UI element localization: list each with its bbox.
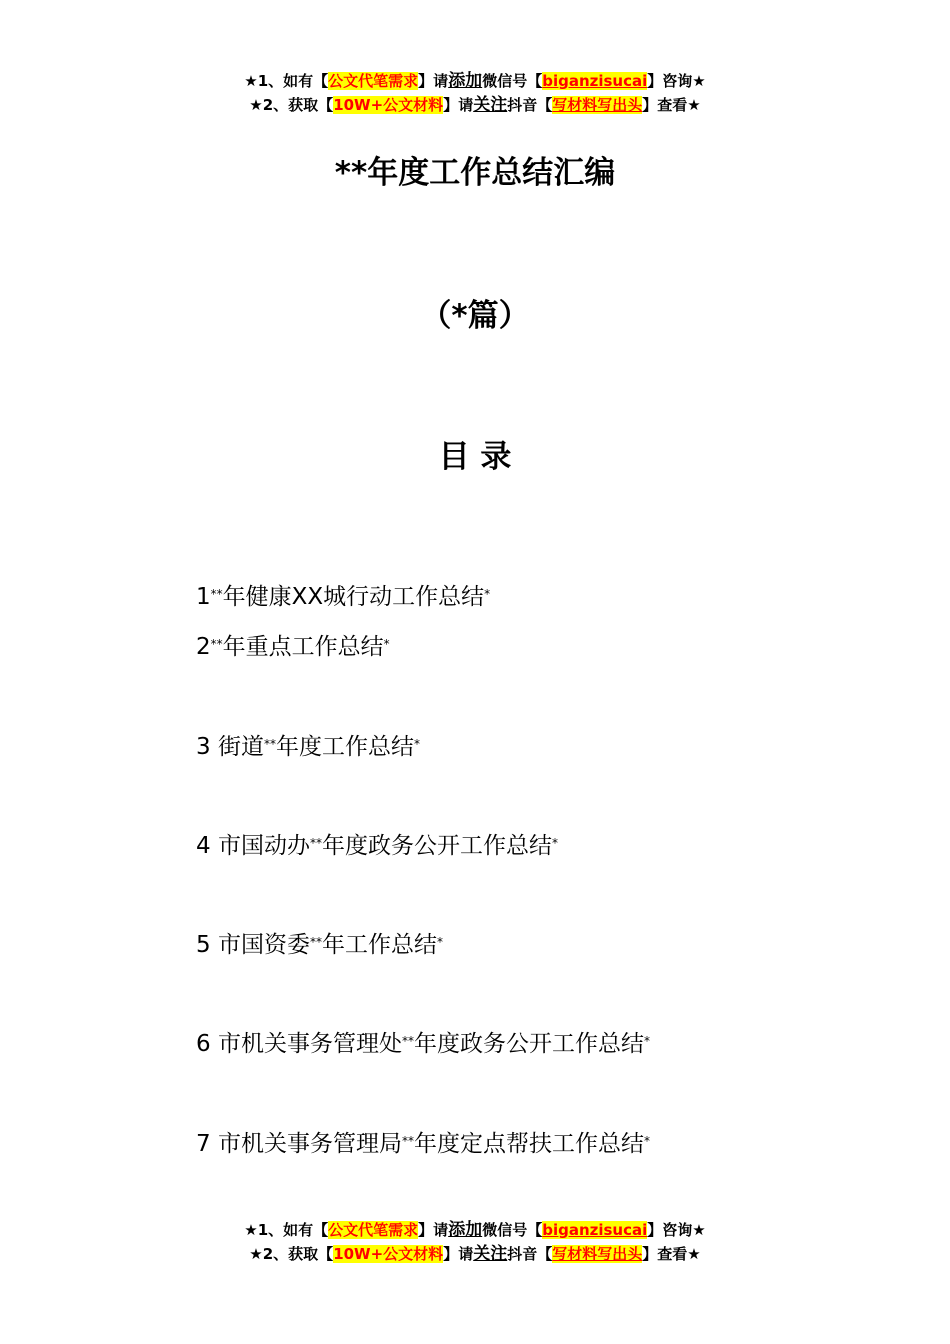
toc-mark: * — [643, 1034, 650, 1048]
banner-text: 】咨询★ — [647, 1221, 706, 1239]
toc-text: 年度政务公开工作总结 — [321, 833, 552, 859]
toc-text: 年重点工作总结 — [222, 634, 384, 660]
banner-text: 微信号【 — [482, 1221, 543, 1239]
banner-text: 】请 — [443, 1245, 474, 1263]
banner-highlight: biganzisucai — [542, 72, 648, 90]
toc-text: 街道 — [217, 734, 264, 760]
toc-text: 年度政务公开工作总结 — [413, 1031, 644, 1057]
toc-stars: ** — [401, 1134, 414, 1148]
toc-number: 1 — [196, 584, 211, 610]
toc-stars: ** — [401, 1034, 414, 1048]
toc-number: 4 — [196, 833, 211, 859]
banner-highlight: 公文代笔需求 — [328, 1221, 419, 1239]
banner-text: ★2、获取【 — [249, 1245, 334, 1263]
banner-highlight: 写材料写出头 — [552, 96, 643, 114]
toc-mark: * — [413, 737, 420, 751]
document-title: **年度工作总结汇编 — [334, 155, 616, 191]
banner-text: ★1、如有【 — [244, 1221, 329, 1239]
banner-highlight: 公文代笔需求 — [328, 72, 419, 90]
toc-text: 市机关事务管理局 — [217, 1131, 402, 1157]
banner-text: 】查看★ — [642, 1245, 701, 1263]
toc-stars: ** — [263, 737, 276, 751]
toc-text: 年工作总结 — [321, 932, 437, 958]
toc-item — [196, 831, 558, 861]
banner-text: ★2、获取【 — [249, 96, 334, 114]
toc-number: 7 — [196, 1131, 211, 1157]
toc-text: 年健康XX城行动工作总结 — [222, 584, 485, 610]
toc-mark: * — [643, 1134, 650, 1148]
toc-text: 市国动办 — [217, 833, 310, 859]
toc-item — [196, 1129, 650, 1159]
toc-number: 2 — [196, 634, 211, 660]
banner-emphasis: 关注 — [473, 95, 508, 115]
toc-text: 年度定点帮扶工作总结 — [413, 1131, 644, 1157]
banner-text: 】请 — [443, 96, 474, 114]
toc-mark: * — [436, 935, 443, 949]
toc-text: 年度工作总结 — [275, 734, 414, 760]
toc-mark: * — [551, 836, 558, 850]
banner-text: 】查看★ — [642, 96, 701, 114]
banner-highlight: 写材料写出头 — [552, 1245, 643, 1263]
banner-highlight: biganzisucai — [542, 1221, 648, 1239]
banner-highlight: 10W+公文材料 — [333, 1245, 444, 1263]
toc-text: 市机关事务管理处 — [217, 1031, 402, 1057]
banner-line-2 — [0, 1242, 950, 1266]
banner-line-2 — [0, 93, 950, 117]
banner-line-1 — [0, 1218, 950, 1242]
document-subtitle: （*篇） — [420, 298, 530, 334]
banner-emphasis: 关注 — [473, 1244, 508, 1264]
toc-stars: ** — [210, 587, 223, 601]
banner-emphasis: 添加 — [448, 71, 483, 91]
banner-text: 抖音【 — [507, 96, 553, 114]
toc-heading: 目 录 — [438, 439, 512, 475]
toc-number: 5 — [196, 932, 211, 958]
toc-stars: ** — [309, 836, 322, 850]
banner-text: 】请 — [418, 1221, 449, 1239]
toc-item — [196, 1029, 650, 1059]
banner-text: ★1、如有【 — [244, 72, 329, 90]
banner-text: 抖音【 — [507, 1245, 553, 1263]
toc-mark: * — [383, 637, 390, 651]
toc-item — [196, 732, 420, 762]
banner-emphasis: 添加 — [448, 1220, 483, 1240]
bottom-banner — [0, 1218, 950, 1266]
banner-text: 】咨询★ — [647, 72, 706, 90]
toc-item — [196, 582, 490, 612]
toc-number: 3 — [196, 734, 211, 760]
toc-item — [196, 930, 443, 960]
banner-text: 微信号【 — [482, 72, 543, 90]
top-banner — [0, 69, 950, 117]
toc-stars: ** — [309, 935, 322, 949]
toc-mark: * — [484, 587, 491, 601]
toc-item — [196, 632, 390, 662]
toc-number: 6 — [196, 1031, 211, 1057]
banner-text: 】请 — [418, 72, 449, 90]
toc-text: 市国资委 — [217, 932, 310, 958]
banner-highlight: 10W+公文材料 — [333, 96, 444, 114]
toc-stars: ** — [210, 637, 223, 651]
banner-line-1 — [0, 69, 950, 93]
